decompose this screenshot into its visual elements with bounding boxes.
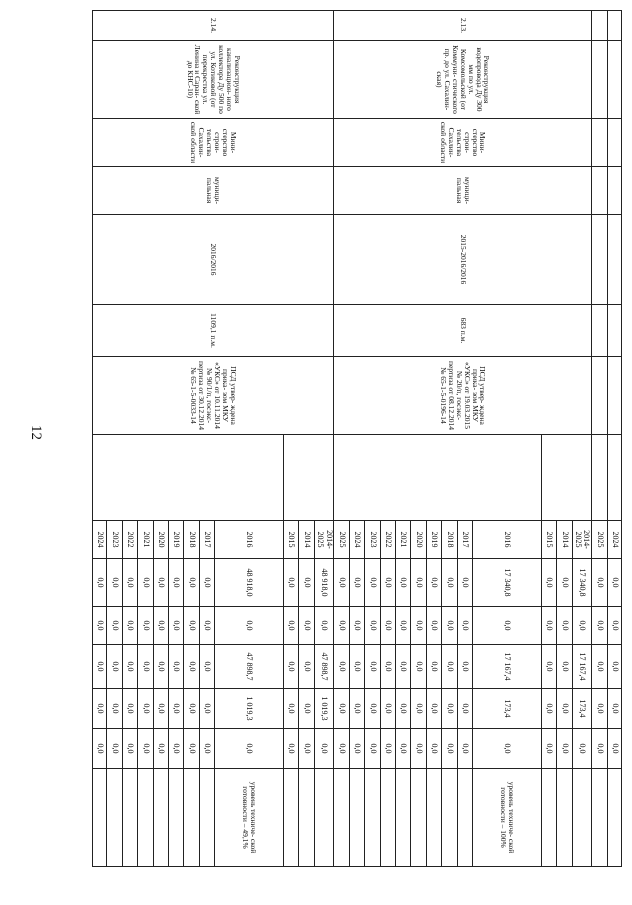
empty-cell [107,769,122,867]
item-number: 2.13. [334,11,592,41]
value-cell: 0,0 [457,645,472,689]
empty-cell [557,769,572,867]
value-cell: 0,0 [334,645,349,689]
value-cell: 0,0 [396,645,411,689]
year-cell: 2019 [169,521,184,559]
value-cell: 17 340,8 [473,559,542,607]
value-cell: 0,0 [473,729,542,769]
item-number: 2.14. [93,11,334,41]
value-cell: 0,0 [334,689,349,729]
empty-cell [299,769,314,867]
empty-cell [607,305,621,357]
empty-cell [380,769,395,867]
value-cell: 0,0 [138,645,153,689]
empty-cell [426,769,441,867]
value-cell: 0,0 [557,559,572,607]
construction-period: 2015-2016/2016 [334,215,592,305]
value-cell: 47 898,7 [314,645,334,689]
year-cell: 2025 [334,521,349,559]
value-cell: 0,0 [299,689,314,729]
empty-cell [334,769,349,867]
value-cell: 0,0 [107,689,122,729]
ownership: муници- пальная [93,167,334,215]
value-cell: 0,0 [349,689,364,729]
year-cell: 2024 [349,521,364,559]
value-cell: 0,0 [607,645,621,689]
value-cell: 0,0 [184,729,199,769]
table-row [572,11,592,867]
value-cell: 0,0 [572,607,592,645]
value-cell: 0,0 [607,559,621,607]
value-cell: 0,0 [557,689,572,729]
empty-cell [572,769,592,867]
empty-cell [184,769,199,867]
empty-cell [592,769,607,867]
year-cell: 2021 [396,521,411,559]
object-name: Реконструкция водопровода Ду 300 мм по ул. Комсомольской (от Коммуни- стического пр. до ул. Сахалин- ская) [334,41,592,119]
value-cell: 0,0 [396,559,411,607]
empty-cell [592,215,607,305]
value-cell: 0,0 [153,645,168,689]
value-cell: 0,0 [411,607,426,645]
year-cell: 2015 [284,521,299,559]
empty-cell [93,435,284,521]
value-cell: 0,0 [365,559,380,607]
value-cell: 0,0 [93,689,107,729]
year-cell: 2023 [107,521,122,559]
empty-cell [411,769,426,867]
psd-info: ПСД утвер- ждена прика- зом МКУ «УКС» от 10.11.2014 № 90/1/п, госэкс- пертиза от 30.12.2014 № 65-1-5-0033-14 [93,357,334,435]
year-cell: 2019 [426,521,441,559]
empty-cell [138,769,153,867]
year-cell: 2024 [93,521,107,559]
object-name: Реконструкция канализацион- ного коллектора Ду 500 по ул. Котиковой (от перекрестка ул. Ленина и Саран- ской до КНС-10) [93,41,334,119]
value-cell: 0,0 [541,729,556,769]
value-cell: 0,0 [411,559,426,607]
empty-cell [334,435,541,521]
value-cell: 0,0 [122,559,137,607]
value-cell: 0,0 [93,729,107,769]
value-cell: 0,0 [473,607,542,645]
value-cell: 0,0 [365,689,380,729]
value-cell: 0,0 [284,607,299,645]
program-table [92,10,622,867]
executor: Мини- стерство строи- тельства Сахалин- ской области [334,119,592,167]
empty-cell [607,119,621,167]
table-row [314,11,334,867]
value-cell: 0,0 [299,559,314,607]
empty-cell [592,435,607,521]
value-cell: 0,0 [107,645,122,689]
note-cell: уровень техниче- ской готовности – 49,1% [215,769,284,867]
value-cell: 0,0 [184,559,199,607]
year-cell: 2018 [442,521,457,559]
value-cell: 0,0 [153,607,168,645]
value-cell: 0,0 [169,645,184,689]
value-cell: 0,0 [380,729,395,769]
value-cell: 0,0 [457,607,472,645]
value-cell: 0,0 [592,645,607,689]
value-cell: 0,0 [299,729,314,769]
value-cell: 0,0 [184,645,199,689]
psd-info: ПСД утвер- ждена прика- зом МКУ «УКС» от 19.03.2015 № 20/п, госэкс- пертиза от 08.12.2014 № 65-1-5-0196-14 [334,357,592,435]
value-cell: 0,0 [607,729,621,769]
empty-cell [592,167,607,215]
year-cell: 2018 [184,521,199,559]
value-cell: 0,0 [153,559,168,607]
value-cell: 0,0 [122,689,137,729]
value-cell: 0,0 [442,559,457,607]
value-cell: 0,0 [457,559,472,607]
empty-cell [365,769,380,867]
value-cell: 0,0 [138,607,153,645]
value-cell: 0,0 [299,645,314,689]
empty-cell [607,769,621,867]
value-cell: 0,0 [349,645,364,689]
value-cell: 0,0 [457,729,472,769]
value-cell: 0,0 [215,729,284,769]
value-cell: 0,0 [107,559,122,607]
value-cell: 48 918,0 [314,559,334,607]
value-cell: 0,0 [169,559,184,607]
rotated-table-container [92,10,622,866]
value-cell: 0,0 [122,645,137,689]
value-cell: 0,0 [199,645,214,689]
capacity: 1109,1 п.м. [93,305,334,357]
ownership: муници- пальная [334,167,592,215]
note-cell: уровень техниче- ской готовности – 100% [473,769,542,867]
empty-cell [284,435,334,521]
value-cell: 0,0 [396,689,411,729]
value-cell: 0,0 [215,607,284,645]
value-cell: 0,0 [199,559,214,607]
value-cell: 0,0 [284,559,299,607]
value-cell: 0,0 [541,607,556,645]
empty-cell [122,769,137,867]
value-cell: 0,0 [396,607,411,645]
value-cell: 0,0 [107,607,122,645]
empty-cell [607,167,621,215]
value-cell: 0,0 [365,607,380,645]
value-cell: 0,0 [557,607,572,645]
value-cell: 0,0 [284,729,299,769]
empty-cell [199,769,214,867]
value-cell: 0,0 [199,689,214,729]
value-cell: 0,0 [380,607,395,645]
page-number: 12 [28,425,44,440]
value-cell: 17 340,8 [572,559,592,607]
value-cell: 0,0 [314,729,334,769]
empty-cell [349,769,364,867]
value-cell: 0,0 [380,559,395,607]
value-cell: 0,0 [607,607,621,645]
year-cell: 2017 [199,521,214,559]
value-cell: 0,0 [349,607,364,645]
table-row [592,11,607,867]
empty-cell [592,11,607,41]
executor: Мини- стерство строи- тельства Сахалин- ской области [93,119,334,167]
empty-cell [541,769,556,867]
value-cell: 0,0 [334,559,349,607]
value-cell: 0,0 [122,607,137,645]
construction-period: 2016/2016 [93,215,334,305]
empty-cell [169,769,184,867]
value-cell: 1 019,3 [215,689,284,729]
value-cell: 0,0 [299,607,314,645]
value-cell: 0,0 [138,729,153,769]
value-cell: 0,0 [380,689,395,729]
value-cell: 0,0 [93,607,107,645]
year-cell: 2017 [457,521,472,559]
value-cell: 17 167,4 [572,645,592,689]
year-cell: 2014-2025 [314,521,334,559]
year-cell: 2020 [411,521,426,559]
empty-cell [457,769,472,867]
value-cell: 0,0 [457,689,472,729]
value-cell: 0,0 [365,729,380,769]
year-cell: 2014 [557,521,572,559]
value-cell: 0,0 [396,729,411,769]
value-cell: 0,0 [426,729,441,769]
year-cell: 2022 [380,521,395,559]
empty-cell [607,357,621,435]
value-cell: 0,0 [169,607,184,645]
value-cell: 0,0 [349,559,364,607]
value-cell: 0,0 [199,607,214,645]
empty-cell [153,769,168,867]
value-cell: 0,0 [199,729,214,769]
value-cell: 0,0 [541,645,556,689]
value-cell: 0,0 [169,689,184,729]
value-cell: 0,0 [365,645,380,689]
value-cell: 48 918,0 [215,559,284,607]
value-cell: 0,0 [572,729,592,769]
empty-cell [442,769,457,867]
empty-cell [592,119,607,167]
value-cell: 0,0 [442,645,457,689]
value-cell: 0,0 [284,645,299,689]
value-cell: 0,0 [426,645,441,689]
capacity: 683 п.м. [334,305,592,357]
value-cell: 0,0 [314,607,334,645]
year-cell: 2014 [299,521,314,559]
year-cell: 2021 [138,521,153,559]
year-cell: 2023 [365,521,380,559]
value-cell: 0,0 [334,729,349,769]
year-cell: 2016 [473,521,542,559]
value-cell: 0,0 [380,645,395,689]
value-cell: 0,0 [442,689,457,729]
value-cell: 0,0 [184,607,199,645]
empty-cell [314,769,334,867]
empty-cell [541,435,591,521]
year-cell: 2025 [592,521,607,559]
value-cell: 0,0 [592,689,607,729]
value-cell: 0,0 [138,559,153,607]
value-cell: 0,0 [284,689,299,729]
value-cell: 0,0 [411,689,426,729]
value-cell: 0,0 [426,607,441,645]
empty-cell [592,357,607,435]
value-cell: 0,0 [541,689,556,729]
table-row [607,11,621,867]
value-cell: 0,0 [169,729,184,769]
value-cell: 17 167,4 [473,645,542,689]
value-cell: 0,0 [153,689,168,729]
year-cell: 2020 [153,521,168,559]
value-cell: 0,0 [122,729,137,769]
value-cell: 0,0 [349,729,364,769]
empty-cell [607,215,621,305]
value-cell: 0,0 [93,559,107,607]
empty-cell [607,11,621,41]
empty-cell [93,769,107,867]
value-cell: 0,0 [442,729,457,769]
empty-cell [592,305,607,357]
value-cell: 0,0 [411,729,426,769]
value-cell: 0,0 [607,689,621,729]
empty-cell [284,769,299,867]
value-cell: 0,0 [107,729,122,769]
value-cell: 0,0 [557,729,572,769]
value-cell: 173,4 [572,689,592,729]
empty-cell [592,41,607,119]
value-cell: 0,0 [153,729,168,769]
value-cell: 0,0 [426,689,441,729]
year-cell: 2016 [215,521,284,559]
year-cell: 2024 [607,521,621,559]
value-cell: 0,0 [541,559,556,607]
year-cell: 2015 [541,521,556,559]
empty-cell [607,435,621,521]
value-cell: 0,0 [411,645,426,689]
value-cell: 0,0 [138,689,153,729]
value-cell: 0,0 [93,645,107,689]
value-cell: 0,0 [557,645,572,689]
year-cell: 2014-2025 [572,521,592,559]
value-cell: 0,0 [334,607,349,645]
value-cell: 0,0 [592,729,607,769]
empty-cell [396,769,411,867]
value-cell: 47 898,7 [215,645,284,689]
value-cell: 0,0 [184,689,199,729]
value-cell: 173,4 [473,689,542,729]
value-cell: 0,0 [592,559,607,607]
value-cell: 0,0 [426,559,441,607]
value-cell: 0,0 [592,607,607,645]
empty-cell [607,41,621,119]
year-cell: 2022 [122,521,137,559]
value-cell: 1 019,3 [314,689,334,729]
value-cell: 0,0 [442,607,457,645]
